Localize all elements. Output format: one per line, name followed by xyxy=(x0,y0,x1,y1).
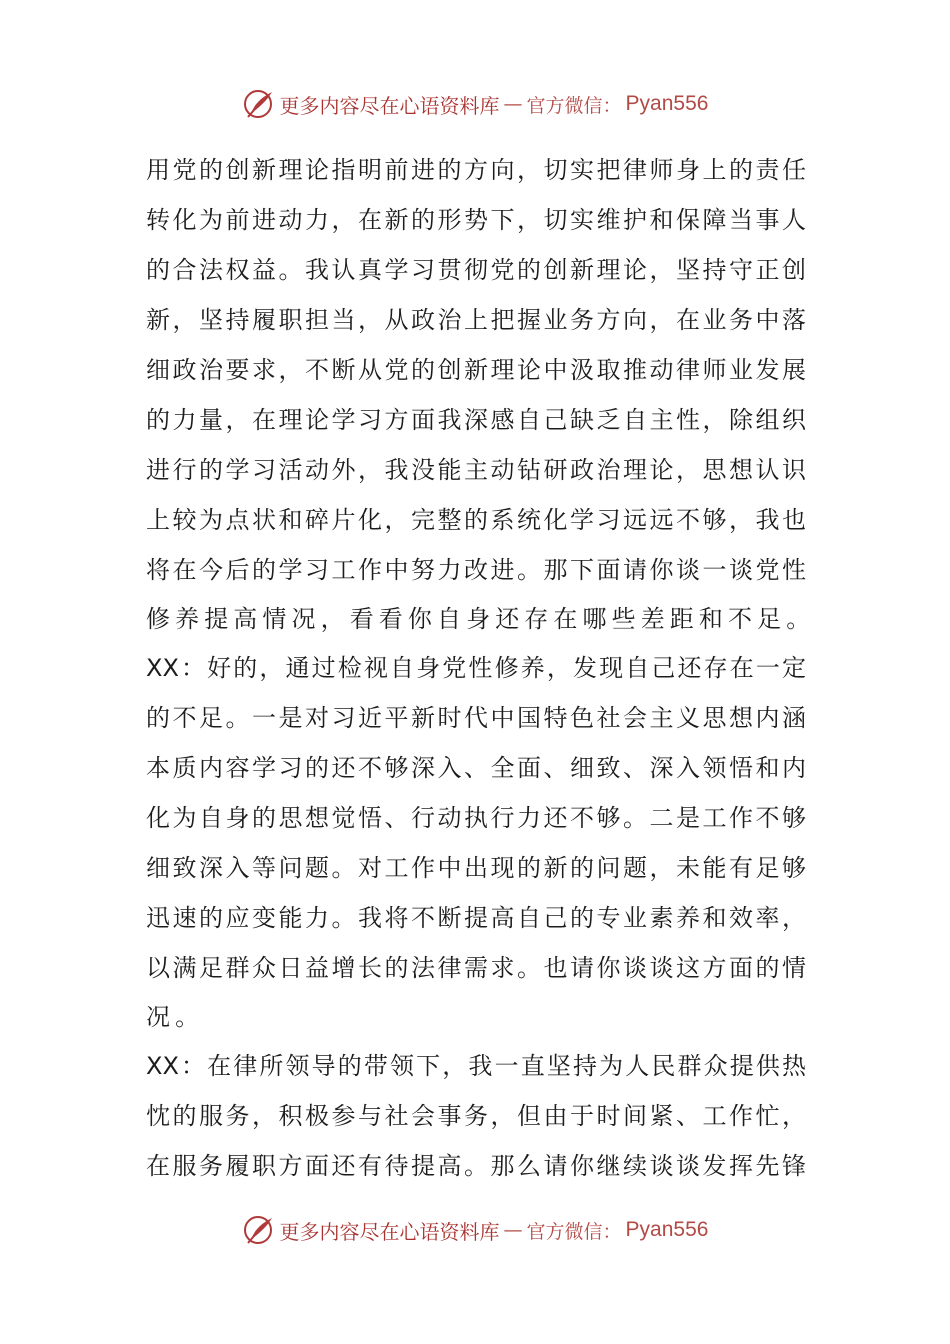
body-line: 修养提高情况，看看你自身还存在哪些差距和不足。 xyxy=(146,605,816,633)
body-line: 将在今后的学习工作中努力改进。那下面请你谈一谈党性 xyxy=(146,556,806,584)
body-line: 况。 xyxy=(146,1003,205,1031)
body-line: 的合法权益。我认真学习贯彻党的创新理论，坚持守正创 xyxy=(146,256,806,284)
watermark-wechat-id: Pyan556 xyxy=(625,1218,709,1241)
body-line: 化为自身的思想觉悟、行动执行力还不够。二是工作不够 xyxy=(146,804,806,832)
watermark-label: 官方微信： xyxy=(526,94,622,117)
body-line: 忱的服务，积极参与社会事务，但由于时间紧、工作忙， xyxy=(146,1102,806,1130)
body-line: 本质内容学习的还不够深入、全面、细致、深入领悟和内 xyxy=(146,754,806,782)
body-line: 细致深入等问题。对工作中出现的新的问题，未能有足够 xyxy=(146,854,806,882)
body-line: 进行的学习活动外，我没能主动钻研政治理论，思想认识 xyxy=(146,456,806,484)
body-line: 新，坚持履职担当，从政治上把握业务方向，在业务中落 xyxy=(146,306,806,334)
body-line: 转化为前进动力，在新的形势下，切实维护和保障当事人 xyxy=(146,206,806,234)
body-line: 的不足。一是对习近平新时代中国特色社会主义思想内涵 xyxy=(146,704,806,732)
watermark-main-text: 更多内容尽在心语资料库 xyxy=(279,1219,500,1244)
header-watermark xyxy=(0,84,950,124)
speaker-line: XX：在律所领导的带领下，我一直坚持为人民群众提供热 xyxy=(146,1052,806,1080)
watermark-label: 官方微信： xyxy=(526,1220,622,1243)
watermark-main-text: 更多内容尽在心语资料库 xyxy=(279,93,500,118)
watermark-dash: — xyxy=(503,93,523,115)
body-line: 用党的创新理论指明前进的方向，切实把律师身上的责任 xyxy=(146,156,806,184)
body-line: 迅速的应变能力。我将不断提高自己的专业素养和效率， xyxy=(146,904,806,932)
body-line: 以满足群众日益增长的法律需求。也请你谈谈这方面的情 xyxy=(146,954,806,982)
body-line: 细政治要求，不断从党的创新理论中汲取推动律师业发展 xyxy=(146,356,806,384)
body-line: 在服务履职方面还有待提高。那么请你继续谈谈发挥先锋 xyxy=(146,1152,806,1180)
quill-logo-icon xyxy=(242,87,276,121)
body-line: 的力量，在理论学习方面我深感自己缺乏自主性，除组织 xyxy=(146,406,806,434)
speaker-line: XX：好的，通过检视自身党性修养，发现自己还存在一定 xyxy=(146,654,806,682)
body-line: 上较为点状和碎片化，完整的系统化学习远远不够，我也 xyxy=(146,506,806,534)
quill-logo-icon xyxy=(242,1213,276,1247)
footer-watermark xyxy=(0,1210,950,1250)
watermark-dash: — xyxy=(503,1219,523,1241)
watermark-wechat-id: Pyan556 xyxy=(625,92,709,115)
